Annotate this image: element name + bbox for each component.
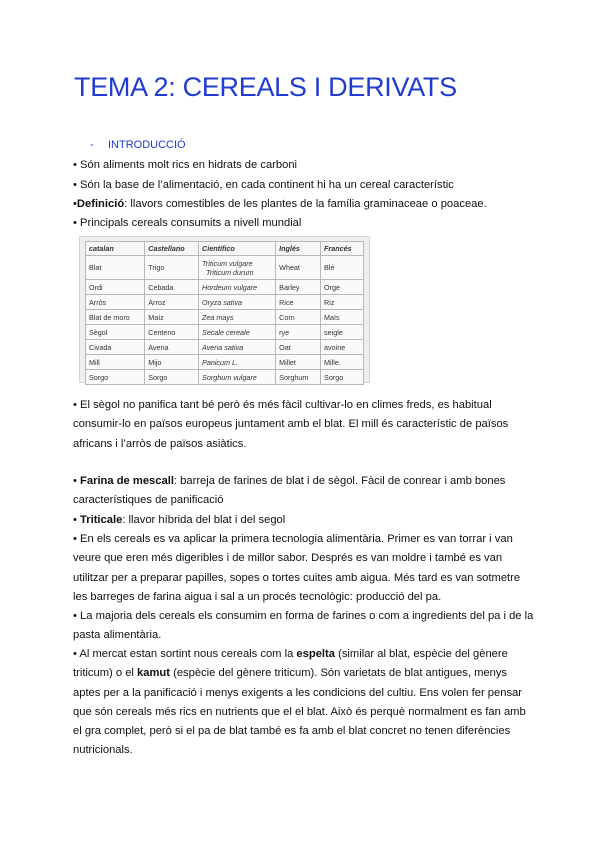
- column-header: Francés: [321, 242, 364, 256]
- table-cell: [199, 295, 276, 310]
- table-cell: Trigo: [145, 256, 199, 280]
- paragraph-farines: • La majoria dels cereals els consumim en forma de farines o com a ingredients del pa i de la pasta alimentària.: [73, 610, 534, 642]
- scientific-name: Oryza sativa: [202, 297, 242, 307]
- kamut-term: kamut: [137, 667, 170, 680]
- column-header: catalan: [86, 242, 145, 256]
- scientific-name: Triticum durum: [206, 267, 254, 277]
- table-cell: Sorgo: [86, 370, 145, 385]
- table-row: [86, 340, 364, 355]
- column-header: Castellano: [145, 242, 199, 256]
- column-header: Científico: [199, 242, 276, 256]
- table-cell: Oat: [276, 340, 321, 355]
- table-row: [86, 355, 364, 370]
- table-cell: Blé: [321, 256, 364, 280]
- scientific-name: Avena sativa: [202, 342, 244, 352]
- table-row: [86, 325, 364, 340]
- table-cell: Maïs: [321, 310, 364, 325]
- scientific-name: Secale cereale: [202, 327, 250, 337]
- table-cell: rye: [276, 325, 321, 340]
- table-cell: Blat de moro: [86, 310, 145, 325]
- espelta-term: espelta: [296, 648, 335, 660]
- table-cell: Centeno: [145, 325, 199, 340]
- bullet-line: • Són aliments molt rics en hidrats de carboni: [73, 159, 298, 171]
- table-cell: [199, 340, 276, 355]
- table-cell: [199, 310, 276, 325]
- table-cell: Sorghum: [276, 370, 321, 385]
- table-row: [86, 370, 364, 385]
- table-cell: Arròs: [86, 295, 145, 310]
- table-cell: Sorgo: [145, 370, 199, 385]
- section-dash: -: [90, 139, 94, 151]
- bullet-line-definicio: •Definició: llavors comestibles de les plantes de la família graminaceae o poaceae.: [73, 198, 487, 210]
- section-label: INTRODUCCIÓ: [108, 139, 186, 151]
- table-cell: Mill: [86, 355, 145, 370]
- table-cell: Millet: [276, 355, 321, 370]
- paragraph-mercat: • Al mercat estan sortint nous cereals com la espelta (similar al blat, espècie del gènere triticum) o el kamut (espècie del gènere triticum). Són varietats de blat antigues, menys aptes per a la panificació i menys exigents a les condicions del cultiu. Ens volen fer pensar que són cereals més rics en nutrients que el el blat. Això és perquè normalment es fan amb el gra complet, però si el pa de blat també es fa amb el blat concret no tenen diferències nutricionals.: [73, 648, 526, 757]
- table-row: [86, 295, 364, 310]
- table-cell: [199, 256, 276, 280]
- cereals-table: [85, 241, 364, 385]
- table-cell: [199, 280, 276, 295]
- table-cell: Mille.: [321, 355, 364, 370]
- table-cell: [199, 325, 276, 340]
- table-row: [86, 256, 364, 280]
- table-cell: seigle: [321, 325, 364, 340]
- definicio-term: Definició: [76, 198, 125, 210]
- paragraph-triticale: • Triticale: llavor híbrida del blat i del segol: [73, 514, 286, 526]
- table-cell: Cebada: [145, 280, 199, 295]
- scientific-name: Panicum L.: [202, 357, 239, 367]
- table-row: [86, 280, 364, 295]
- table-cell: Civada: [86, 340, 145, 355]
- scientific-name: Sorghum vulgare: [202, 372, 257, 382]
- table-cell: Corn: [276, 310, 321, 325]
- bullet-line: • Principals cereals consumits a nivell mundial: [73, 217, 302, 229]
- table-cell: Sorgo: [321, 370, 364, 385]
- table-cell: Riz: [321, 295, 364, 310]
- table-cell: Barley: [276, 280, 321, 295]
- section-heading: [90, 139, 186, 151]
- table-cell: Avena: [145, 340, 199, 355]
- triticale-term: Triticale: [80, 514, 123, 526]
- page-title: TEMA 2: CEREALS I DERIVATS: [74, 72, 457, 102]
- table-cell: Rice: [276, 295, 321, 310]
- table-cell: Wheat: [276, 256, 321, 280]
- table-cell: Sègol: [86, 325, 145, 340]
- table-cell: [199, 370, 276, 385]
- paragraph-tecnologia: • En els cereals es va aplicar la primera tecnologia alimentària. Primer es van torrar i van veure que eren més digeribles i de millor sabor. Després es van moldre i també es van utilitzar per a preparar papilles, sopes o tortes cuites amb aigua. Més tard es van sotmetre les barreges de farina aigua i sal a un procés tecnològic: producció del pa.: [73, 533, 521, 603]
- table-cell: [199, 355, 276, 370]
- scientific-name: Zea mays: [202, 312, 234, 322]
- paragraph-mescall: • Farina de mescall: barreja de farines de blat i de sègol. Fàcil de conrear i amb bones característiques de panificació: [73, 475, 506, 507]
- cereals-table-image: [79, 236, 370, 383]
- paragraph-segol: • El sègol no panifica tant bé però és més fàcil cultivar-lo en climes freds, es habitual consumir-lo en països europeus juntament amb el blat. El mill és característic de països africans i l’arròs de països asiàtics.: [73, 399, 509, 450]
- column-header: Inglés: [276, 242, 321, 256]
- bullet-line: • Són la base de l’alimentació, en cada continent hi ha un cereal característic: [73, 179, 454, 191]
- table-cell: avoine: [321, 340, 364, 355]
- scientific-name: Triticum vulgare: [202, 258, 253, 268]
- table-cell: Mijo: [145, 355, 199, 370]
- table-cell: Orge: [321, 280, 364, 295]
- table-cell: Ordi: [86, 280, 145, 295]
- table-cell: Maíz: [145, 310, 199, 325]
- table-cell: Blat: [86, 256, 145, 280]
- table-cell: Arroz: [145, 295, 199, 310]
- table-row: [86, 310, 364, 325]
- scientific-name: Hordeum vulgare: [202, 282, 258, 292]
- mescall-term: Farina de mescall: [80, 475, 174, 487]
- table-header-row: [86, 242, 364, 256]
